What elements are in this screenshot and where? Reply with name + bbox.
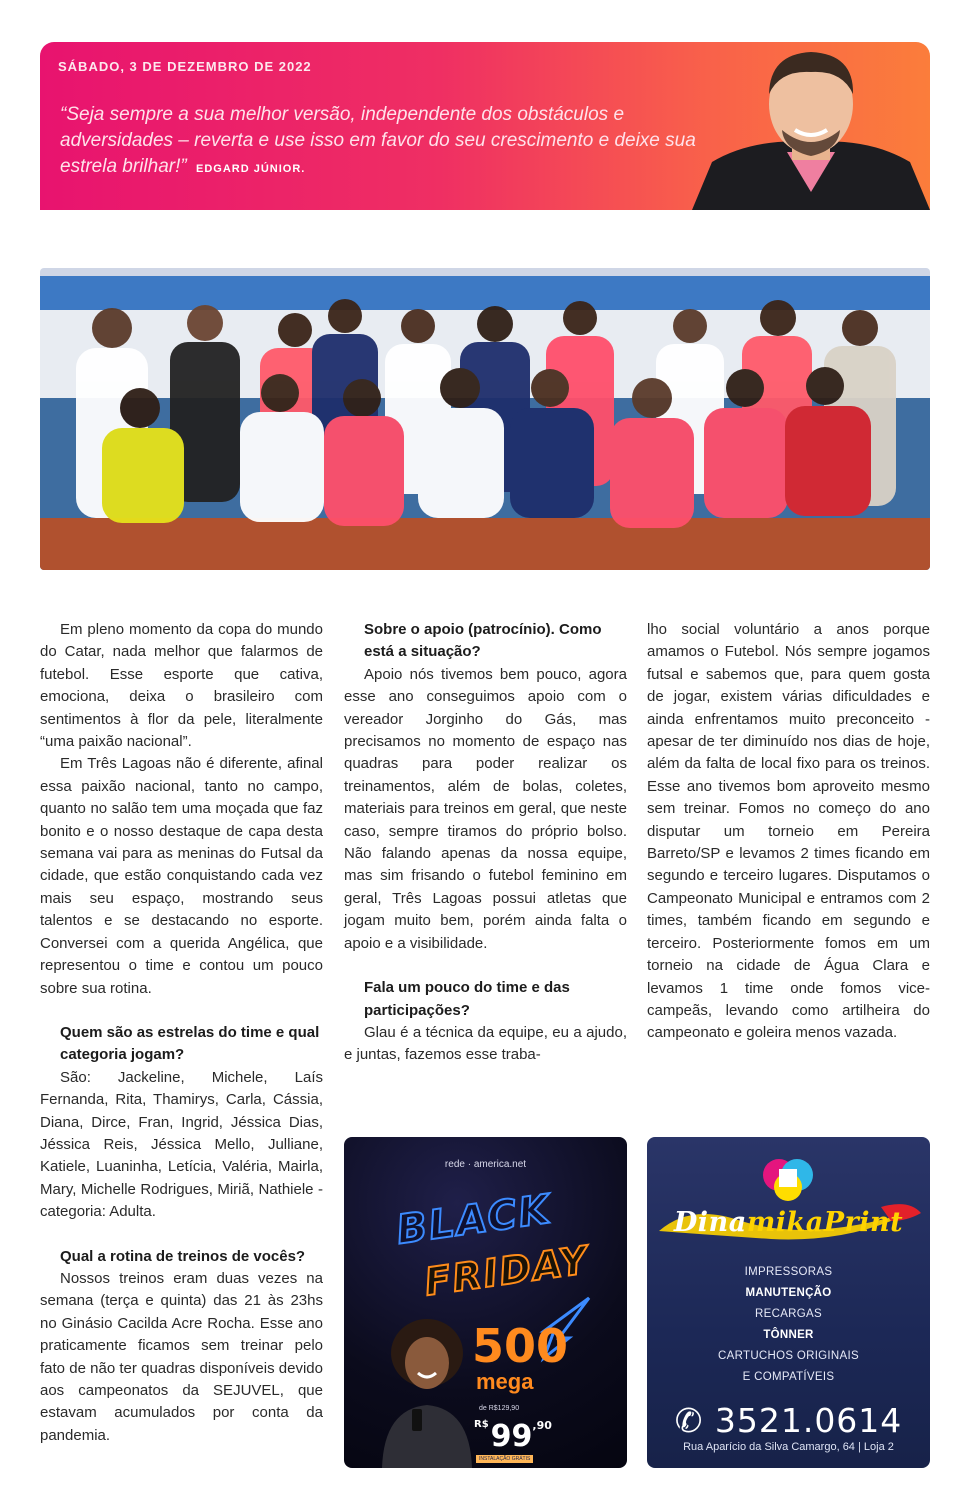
service-item: CARTUCHOS ORIGINAIS xyxy=(718,1350,859,1362)
ad-speed-unit: mega xyxy=(476,1369,534,1394)
answer-paragraph: Nossos treinos eram duas vezes na semana (terça e quinta) das 21 às 23hs no Ginásio Cacilda Acre Rocha. Esse ano praticamente ficamos sem treinar pelo fato de não ter quadras disponíveis devido aos campeonatos da SEJUVEL, que estavam acumulados por conta da pandemia. xyxy=(40,1269,323,1444)
quote-text: “Seja sempre a sua melhor versão, independente dos obstáculos e adversidades – reverta e use isso em favor do seu crescimento e deixe sua estrela brilhar!” xyxy=(60,104,696,177)
ad-price xyxy=(474,1419,552,1454)
question-heading: Fala um pouco do time e das participações? xyxy=(364,979,570,1019)
intro-paragraph: Em pleno momento da copa do mundo do Catar, nada melhor que falarmos de futebol. Esse esporte que cativa, emociona, deixa o brasileiro com sentimentos à flor da pele, literalmente “uma paixão nacional”. xyxy=(40,621,323,751)
ad-speed-number: 500 xyxy=(472,1319,569,1373)
article-column-1 xyxy=(40,619,323,1447)
question-heading: Quem são as estrelas do time e qual categoria jogam? xyxy=(60,1023,320,1064)
ad-price-cents: ,90 xyxy=(532,1419,552,1432)
logo-part-1: Dina xyxy=(673,1207,747,1238)
service-item: MANUTENÇÃO xyxy=(745,1287,832,1299)
article-column-2 xyxy=(344,619,627,1067)
ad-headline-friday: FRIDAY xyxy=(421,1237,592,1305)
quote-author: EDGARD JÚNIOR. xyxy=(196,163,306,175)
issue-date: SÁBADO, 3 DE DEZEMBRO DE 2022 xyxy=(58,59,312,74)
dinamika-logo xyxy=(647,1207,930,1238)
ad-brand: rede · america.net xyxy=(444,1159,527,1170)
dinamika-print-ad[interactable] xyxy=(647,1137,930,1468)
service-item: E COMPATÍVEIS xyxy=(742,1371,835,1383)
ad-old-price: de R$129,90 xyxy=(479,1405,520,1412)
store-address: Rua Aparício da Silva Camargo, 64 | Loja 2 xyxy=(683,1441,894,1453)
phone-text: 3521.0614 xyxy=(714,1401,903,1440)
answer-paragraph: Glau é a técnica da equipe, eu a ajudo, e juntas, fazemos esse traba- xyxy=(344,1023,627,1064)
woman-with-phone-icon xyxy=(372,1313,482,1468)
ad-install-badge: INSTALAÇÃO GRÁTIS xyxy=(476,1455,533,1463)
phone-icon: ✆ xyxy=(674,1401,704,1440)
columnist-portrait xyxy=(692,42,930,210)
service-item: RECARGAS xyxy=(755,1308,822,1320)
answer-paragraph: São: Jackeline, Michele, Laís Fernanda, Rita, Thamirys, Carla, Cássia, Diana, Dirce, Fran, Ingrid, Jéssica Dias, Jéssica Reis, Jéssica Mello, Julliane, Katiele, Luaninha, Letícia, Valéria, Mairla, Mary, Michelle Rodrigues, Miriã, Nathiele - categoria: Adulta. xyxy=(40,1068,323,1221)
phone-number xyxy=(647,1401,930,1440)
service-item: TÔNNER xyxy=(763,1329,814,1341)
team-photo xyxy=(40,268,930,570)
answer-paragraph: lho social voluntário a anos porque amamos o Futebol. Nós sempre jogamos futsal e sabemos que, para quem gosta de jogar, existem várias dificuldades e ainda enfrentamos muito preconceito - apesar de ter diminuído nos dias de hoje, além da falta de local fixo para os treinos. Esse ano tivemos bom aproveito mesmo sem treinar. Fomos no começo do ano disputar um torneio em Pereira Barreto/SP e levamos 2 times ficando em segundo e terceiro lugares. Disputamos o Campeonato Municipal e entramos com 2 times, também ficando em segundo e terceiro. Posteriormente fomos em um torneio na cidade de Água Clara e levamos 1 time onde fomos vice-campeãs, levando como artilheira do campeonato e goleira menos vazada. xyxy=(647,621,930,1042)
services-list xyxy=(647,1262,930,1388)
service-item: IMPRESSORAS xyxy=(744,1266,833,1278)
ad-currency: R$ xyxy=(474,1419,489,1430)
header-banner xyxy=(40,42,930,210)
ad-headline-black: BLACK xyxy=(393,1186,555,1254)
question-heading: Qual a rotina de treinos de vocês? xyxy=(60,1247,306,1265)
answer-paragraph: Apoio nós tivemos bem pouco, agora esse ano conseguimos apoio com o vereador Jorginho do Gás, mas precisamos no momento de espaço nas quadras para poder realizar os treinamentos, além de bolas, coletes, materiais para treinos em geral, que neste caso, sempre tiramos do próprio bolso. Não falando apenas da nossa equipe, mas sim frisando o futebol feminino em geral, Três Lagoas possui atletas que jogam muito bem, porém ainda falta o apoio e a visibilidade. xyxy=(344,665,627,952)
logo-part-2: mikaPrint xyxy=(746,1207,904,1238)
ad-price-int: 99 xyxy=(490,1419,533,1454)
header-quote xyxy=(60,102,700,182)
black-friday-ad[interactable] xyxy=(344,1137,627,1468)
question-heading: Sobre o apoio (patrocínio). Como está a situação? xyxy=(364,621,602,661)
body-paragraph: Em Três Lagoas não é diferente, afinal essa paixão nacional, tanto no campo, quanto no salão tem uma moçada que faz bonito e o nosso destaque de capa desta semana vai para as meninas do Futsal da cidade, que estão conquistando cada vez mais seu espaço, mostrando seus talentos e se destacando no esporte. Conversei com a querida Angélica, que representou o time e contou um pouco sobre sua rotina. xyxy=(40,755,323,997)
article-column-3 xyxy=(647,619,930,1045)
